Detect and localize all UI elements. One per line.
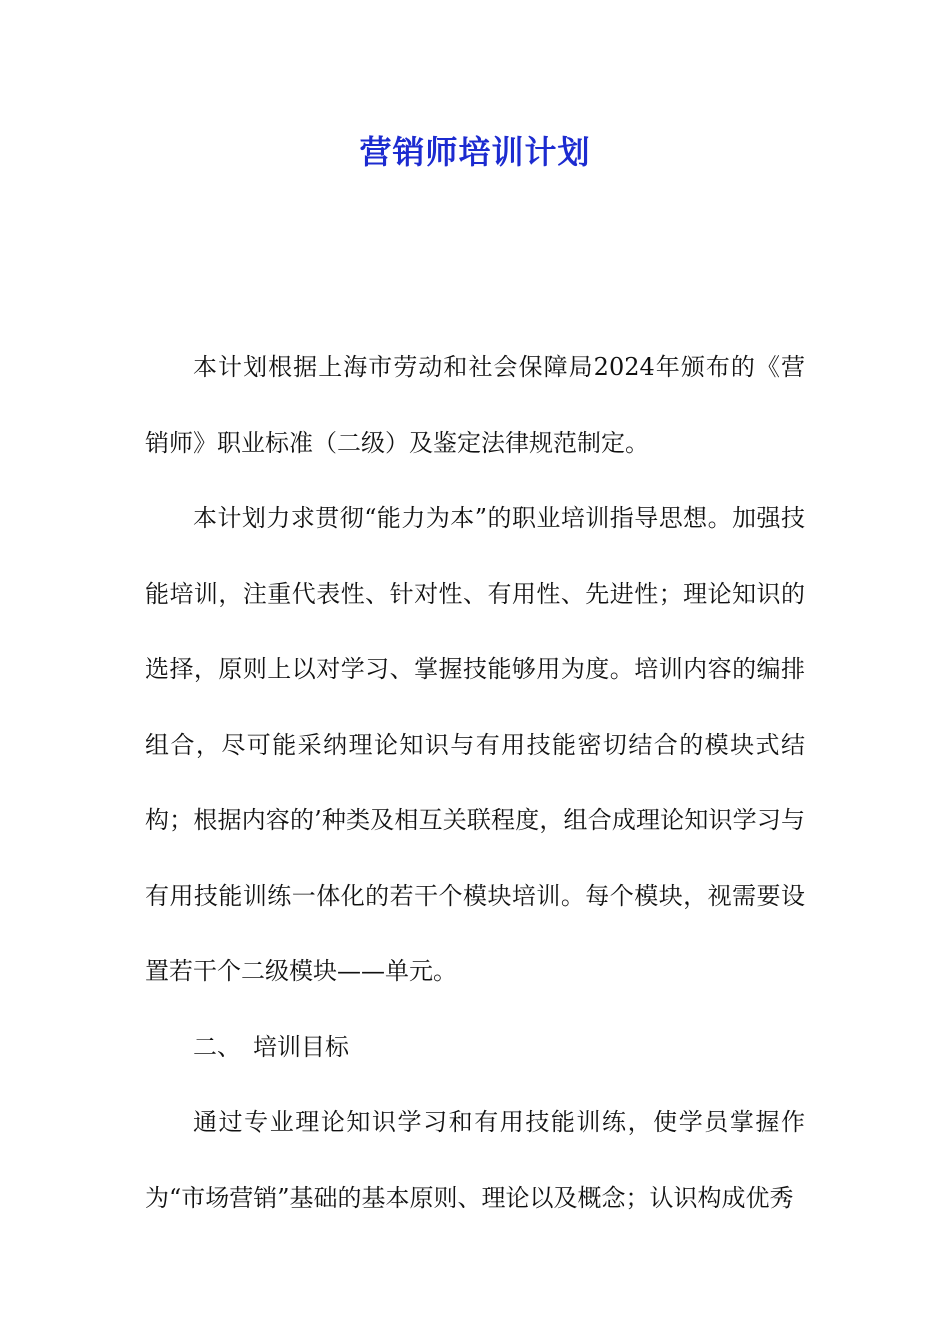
section-number: 二、 <box>193 1032 241 1061</box>
paragraph-principles: 本计划力求贯彻“能力为本”的职业培训指导思想。加强技能培训，注重代表性、针对性、有用性、先进性；理论知识的选择，原则上以对学习、掌握技能够用为度。培训内容的编排组合，尽可能采纳理论知识与有用技能密切结合的模块式结构；根据内容的’种类及相互关联程度，组合成理论知识学习与有用技能训练一体化的若干个模块培训。每个模块，视需要设置若干个二级模块——单元。 <box>145 504 805 985</box>
section-heading-training-goals <box>145 1010 805 1086</box>
document-title: 营销师培训计划 <box>359 133 591 171</box>
paragraph-goals: 通过专业理论知识学习和有用技能训练，使学员掌握作为“市场营销”基础的基本原则、理论以及概念；认识构成优秀 <box>145 1108 805 1212</box>
paragraph-intro: 本计划根据上海市劳动和社会保障局2024年颁布的《营销师》职业标准（二级）及鉴定法律规范制定。 <box>145 353 805 457</box>
document-body <box>145 330 805 1236</box>
section-heading-text: 培训目标 <box>253 1032 349 1061</box>
